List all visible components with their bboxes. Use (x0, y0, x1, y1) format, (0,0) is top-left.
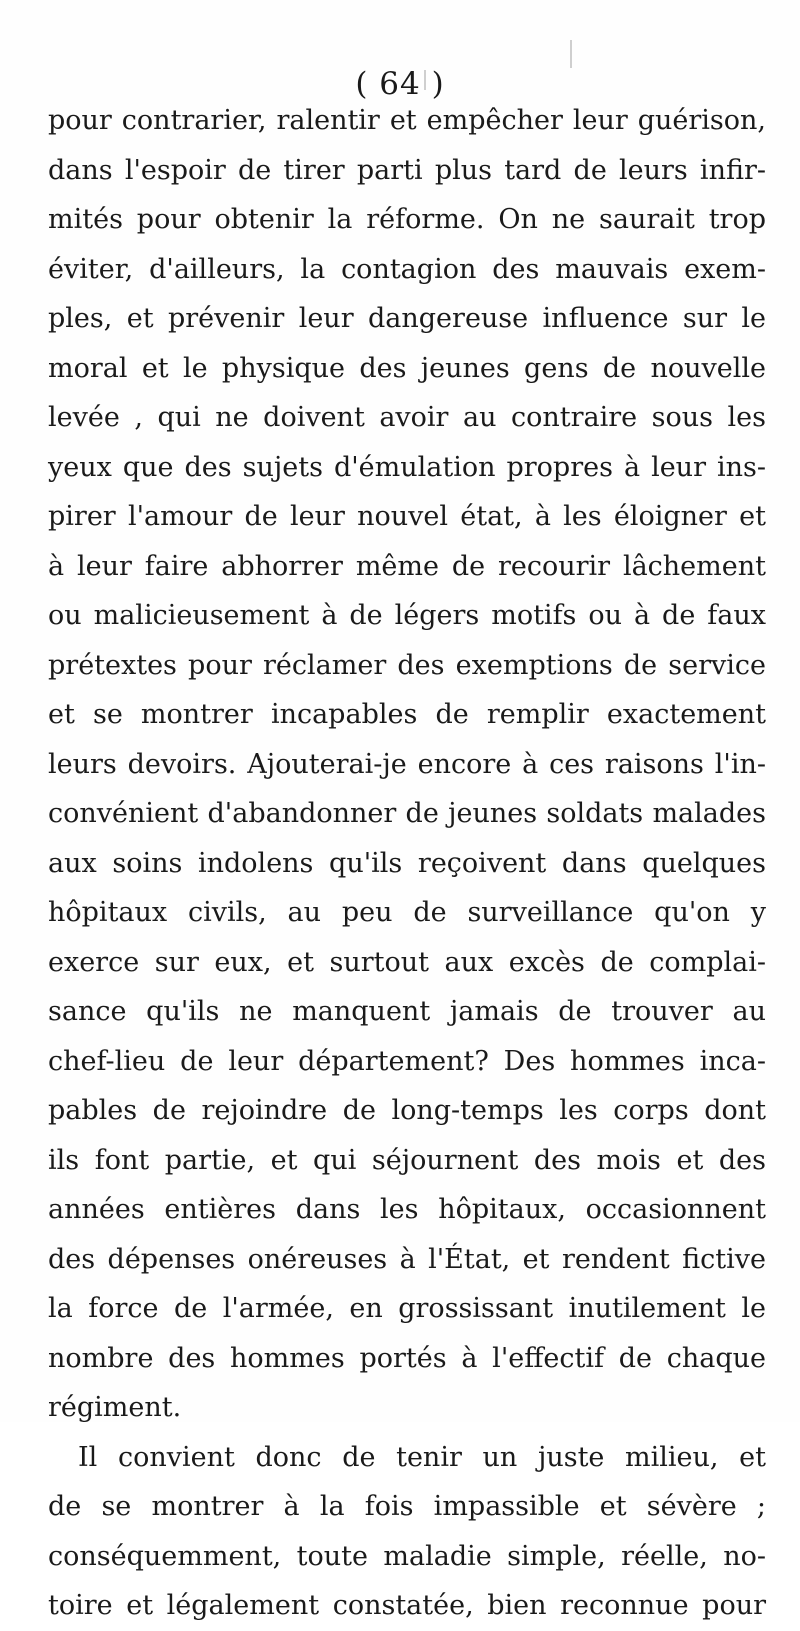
body-text (48, 96, 766, 1631)
text-line: éviter, d'ailleurs, la contagion des mauvais exem- (48, 253, 766, 285)
page-number: ( 64 ) (355, 66, 445, 102)
text-line: ou malicieusement à de légers motifs ou à de faux (48, 600, 766, 631)
text-line: à leur faire abhorrer même de recourir lâchement (48, 550, 766, 582)
text-line: conséquemment, toute maladie simple, réelle, no- (48, 1540, 766, 1572)
text-line: levée , qui ne doivent avoir au contraire sous les (48, 402, 766, 433)
text-line: mités pour obtenir la réforme. On ne saurait trop (48, 204, 766, 235)
text-line: chef-lieu de leur département? Des hommes inca- (48, 1045, 766, 1077)
text-line: prétextes pour réclamer des exemptions de service (48, 649, 766, 681)
paragraph-end-line: régiment. (48, 1392, 182, 1423)
text-line: exerce sur eux, et surtout aux excès de complai- (48, 946, 766, 978)
text-line: leurs devoirs. Ajouterai-je encore à ces raisons l'in- (48, 748, 766, 780)
text-line: pirer l'amour de leur nouvel état, à les éloigner et (48, 501, 766, 532)
text-line: convénient d'abandonner de jeunes soldats malades (48, 798, 766, 829)
text-line: années entières dans les hôpitaux, occasionnent (48, 1194, 766, 1225)
text-line: sance qu'ils ne manquent jamais de trouver au (48, 996, 766, 1027)
text-line: hôpitaux civils, au peu de surveillance qu'on y (48, 897, 766, 928)
text-line: ples, et prévenir leur dangereuse influence sur le (48, 303, 766, 334)
paragraph-first-line: Il convient donc de tenir un juste milieu, et (78, 1441, 766, 1473)
text-line: dans l'espoir de tirer parti plus tard de leurs infir- (48, 154, 766, 186)
text-line: ils font partie, et qui séjournent des mois et des (48, 1144, 766, 1176)
text-line: de se montrer à la fois impassible et sévère ; (48, 1491, 766, 1522)
text-line: pour contrarier, ralentir et empêcher leur guérison, (48, 105, 766, 136)
text-line: nombre des hommes portés à l'effectif de chaque (48, 1342, 766, 1374)
text-line: toire et légalement constatée, bien reconnue pour (48, 1590, 766, 1621)
text-line: yeux que des sujets d'émulation propres à leur ins- (48, 451, 766, 483)
text-line: moral et le physique des jeunes gens de nouvelle (48, 352, 766, 384)
text-line: des dépenses onéreuses à l'État, et rendent fictive (48, 1243, 766, 1275)
text-line: et se montrer incapables de remplir exactement (48, 699, 766, 730)
page-blemish (570, 40, 572, 68)
text-line: aux soins indolens qu'ils reçoivent dans quelques (48, 847, 766, 879)
text-line: la force de l'armée, en grossissant inutilement le (48, 1293, 766, 1324)
text-line: pables de rejoindre de long-temps les corps dont (48, 1095, 766, 1126)
